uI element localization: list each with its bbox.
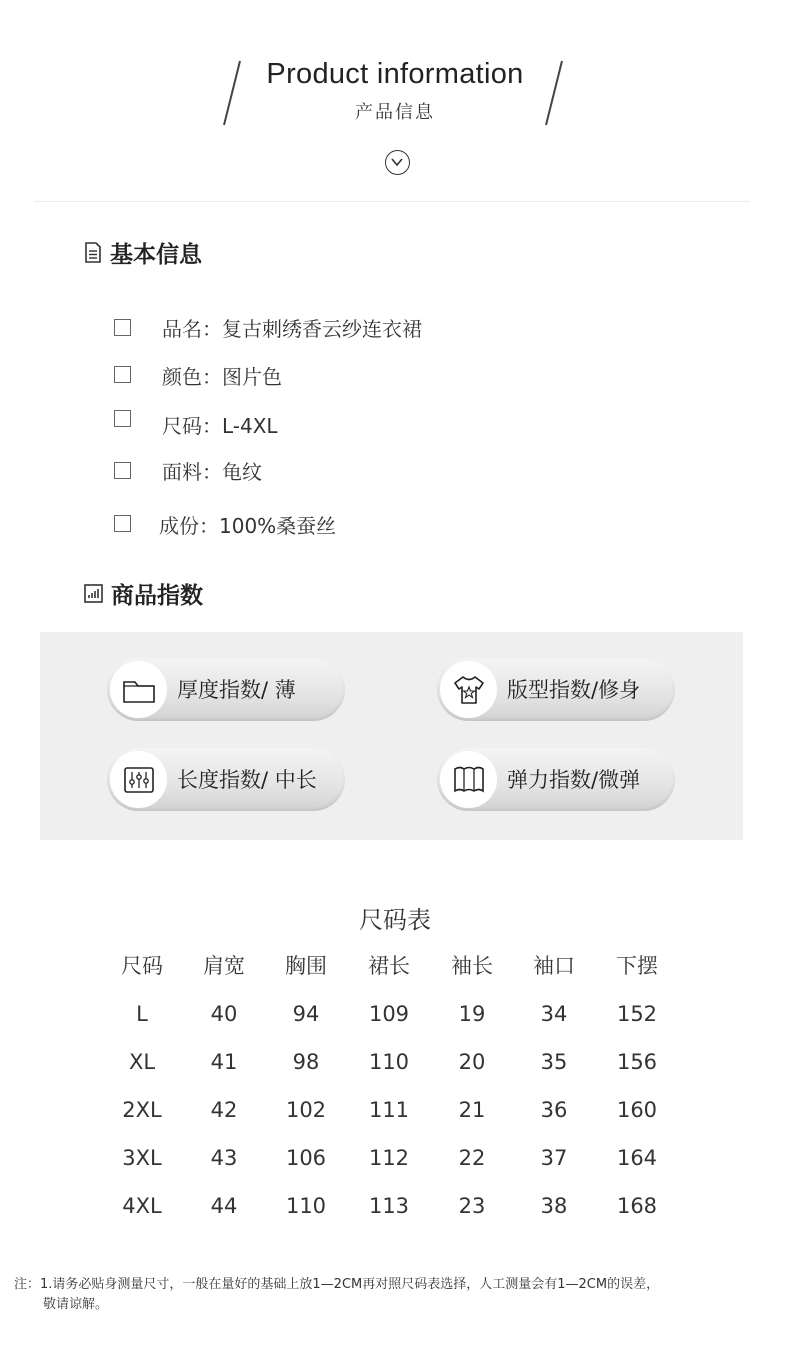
- product-index-title: 商品指数: [111, 583, 203, 609]
- checkbox-icon: [114, 410, 131, 427]
- tshirt-icon: [440, 661, 497, 718]
- checkbox-icon: [114, 319, 131, 336]
- folder-icon: [110, 661, 167, 718]
- fit-index-pill: [437, 658, 675, 721]
- info-item-composition: [114, 514, 337, 538]
- size-table-cell: 168: [616, 1194, 658, 1218]
- size-table-cell: 19: [458, 1002, 486, 1026]
- checkbox-icon: [114, 366, 131, 383]
- product-info-header: [0, 0, 790, 200]
- stretch-index-pill: [437, 748, 675, 811]
- size-table-cell: 23: [458, 1194, 486, 1218]
- size-table-cell: 3XL: [122, 1146, 162, 1170]
- size-table-cell: 43: [210, 1146, 238, 1170]
- size-table-cell: 2XL: [122, 1098, 162, 1122]
- info-item-color: [114, 365, 282, 389]
- checkbox-icon: [114, 515, 131, 532]
- info-item-name: [114, 317, 422, 341]
- size-table-cell: 110: [368, 1050, 410, 1074]
- size-table-cell: 112: [368, 1146, 410, 1170]
- title-chinese: 产品信息: [355, 102, 435, 123]
- note-line-1: 注：1.请务必贴身测量尺寸，一般在量好的基础上放1—2CM再对照尺码表选择，人工测量会有1—2CM的误差，: [14, 1277, 660, 1292]
- info-item-text: 品名：复古刺绣香云纱连衣裙: [162, 317, 422, 341]
- title-english: Product information: [266, 58, 524, 90]
- size-header-cell: 尺码: [121, 954, 163, 978]
- ruler-sliders-icon: [110, 751, 167, 808]
- size-table-cell: 164: [616, 1146, 658, 1170]
- size-table-cell: 37: [540, 1146, 568, 1170]
- thickness-index-label: 厚度指数/ 薄: [177, 678, 296, 702]
- size-table-cell: 156: [616, 1050, 658, 1074]
- size-table-cell: 21: [458, 1098, 486, 1122]
- size-table-cell: 113: [368, 1194, 410, 1218]
- size-table-cell: 20: [458, 1050, 486, 1074]
- size-header-cell: 下摆: [616, 954, 658, 978]
- fit-index-label: 版型指数/修身: [507, 678, 641, 702]
- stretch-fabric-icon: [440, 751, 497, 808]
- chevron-down-circle-icon[interactable]: [385, 150, 410, 175]
- length-index-pill: [107, 748, 345, 811]
- info-item-text: 成份：100%桑蚕丝: [159, 514, 337, 538]
- size-table-cell: 152: [616, 1002, 658, 1026]
- info-item-text: 颜色：图片色: [162, 365, 282, 389]
- size-table-cell: 44: [210, 1194, 238, 1218]
- size-table-cell: 106: [285, 1146, 327, 1170]
- product-index-heading: [84, 577, 203, 610]
- note-line-2: 敬请谅解。: [43, 1297, 109, 1312]
- size-table-cell: 38: [540, 1194, 568, 1218]
- size-header-cell: 胸围: [285, 954, 327, 978]
- size-table-cell: XL: [128, 1050, 156, 1074]
- document-icon: [84, 242, 102, 263]
- size-table-cell: 160: [616, 1098, 658, 1122]
- thickness-index-pill: [107, 658, 345, 721]
- info-item-fabric: [114, 460, 262, 484]
- product-index-panel: [40, 632, 743, 840]
- info-item-text: 尺码：L-4XL: [162, 414, 278, 438]
- size-table-cell: 111: [368, 1098, 410, 1122]
- section-divider: [34, 201, 750, 202]
- length-index-label: 长度指数/ 中长: [177, 768, 317, 792]
- checkbox-icon: [114, 462, 131, 479]
- size-header-cell: 肩宽: [203, 954, 245, 978]
- size-table-cell: 102: [285, 1098, 327, 1122]
- size-header-cell: 袖长: [451, 954, 493, 978]
- size-table-cell: 36: [540, 1098, 568, 1122]
- info-item-size: [114, 410, 278, 438]
- size-table-cell: 41: [210, 1050, 238, 1074]
- size-header-cell: 裙长: [368, 954, 410, 978]
- bar-chart-icon: [84, 584, 103, 603]
- size-table-cell: 42: [210, 1098, 238, 1122]
- size-table-cell: 22: [458, 1146, 486, 1170]
- basic-info-heading: [84, 236, 202, 269]
- size-table-cell: 94: [292, 1002, 320, 1026]
- size-table-cell: 109: [368, 1002, 410, 1026]
- size-table-cell: 4XL: [122, 1194, 162, 1218]
- size-table-cell: 34: [540, 1002, 568, 1026]
- size-table-cell: 110: [285, 1194, 327, 1218]
- info-item-text: 面料：龟纹: [162, 460, 262, 484]
- size-header-cell: 袖口: [533, 954, 575, 978]
- stretch-index-label: 弹力指数/微弹: [507, 768, 641, 792]
- size-table-cell: 98: [292, 1050, 320, 1074]
- basic-info-title: 基本信息: [110, 242, 202, 268]
- measurement-note: [14, 1275, 754, 1315]
- size-table-cell: 40: [210, 1002, 238, 1026]
- size-table-cell: 35: [540, 1050, 568, 1074]
- size-chart-title: 尺码表: [359, 906, 431, 934]
- size-table-cell: L: [136, 1002, 148, 1026]
